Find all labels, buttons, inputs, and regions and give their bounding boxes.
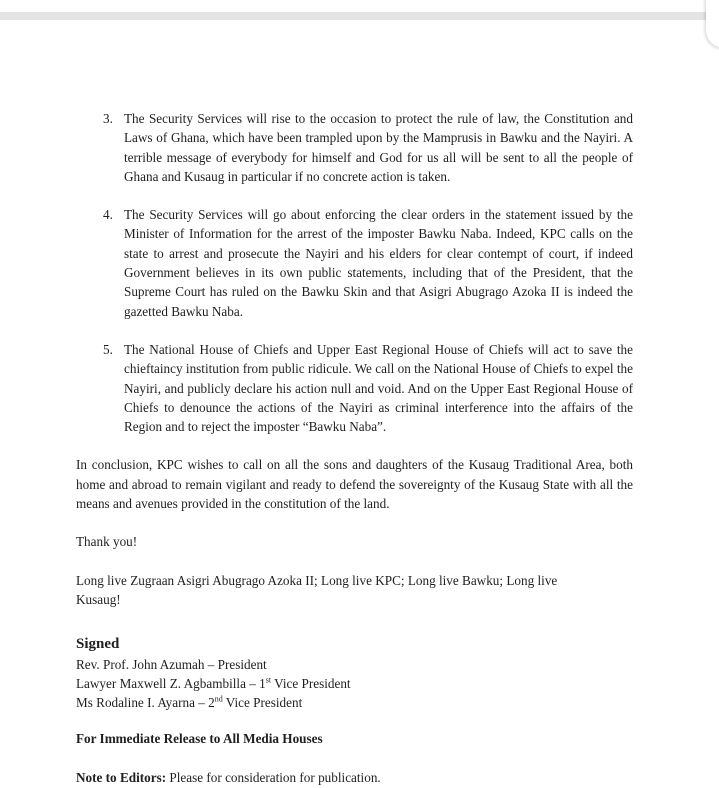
signatory-name: Ms Rodaline I. Ayarna – [76,695,209,711]
signed-heading: Signed [76,636,120,653]
list-item-number: 3. [103,111,113,126]
list-item-text: The National House of Chiefs and Upper East Regional House of Chiefs will act to save the chieftaincy institution from public ridicule. We call on the National House of Chiefs to expel the Nayiri, and publicly declare his action null and void. And on the Upper East Regional House of Chiefs to denounce the actions of the Nayiri as criminal interference into the affairs of the Region and to reject the imposter “Bawku Naba”. [124,341,633,435]
viewer-top-bar [0,12,719,20]
list-item [76,340,633,436]
list-item-number: 5. [103,341,113,357]
conclusion-paragraph: In conclusion, KPC wishes to call on all the sons and daughters of the Kusaug Traditional Area, both home and abroad to remain vigilant and ready to defend the sovereignty of the Kusaug State with all the means and avenues provided in the constitution of the land. [76,457,633,512]
signatory-ordinal: 2 [208,695,215,711]
signatory-line [76,674,633,693]
list-item [76,109,633,186]
signatory-ordinal: 1 [259,676,266,692]
signatory-name: Lawyer Maxwell Z. Agbambilla – [76,676,260,692]
note-text: Please for consideration for publication. [166,769,381,785]
signatory-ordinal-suffix: st [265,675,272,685]
signatory-role: Vice President [271,676,351,692]
signatory-ordinal-suffix: nd [214,694,223,704]
signatory-line [76,655,633,674]
signatory-name: Rev. Prof. John Azumah – President [76,657,267,673]
floating-panel-corner[interactable] [706,0,719,48]
signatory-line [76,693,633,712]
document-page [76,109,633,787]
demands-list [76,109,633,436]
list-item-text: The Security Services will go about enforcing the clear orders in the statement issued by the Minister of Information for the arrest of the imposter Bawku Naba. Indeed, KPC calls on the state to arrest and prosecute the Nayiri and his elders for clear contempt of court, if indeed Government believes in its own public statements, including that of the President, that the Supreme Court has ruled on the Bawku Skin and that Asigri Abugrago Azoka II is indeed the gazetted Bawku Naba. [124,207,633,319]
note-to-editors [76,768,633,787]
list-item-number: 4. [103,207,113,223]
list-item [76,205,633,321]
thanks-paragraph: Thank you! [76,534,138,550]
long-live-paragraph: Long live Zugraan Asigri Abugrago Azoka II; Long live KPC; Long live Bawku; Long live Kusaug! [76,572,558,607]
signatory-role: Vice President [222,695,303,711]
note-label: Note to Editors: [76,769,167,785]
list-item-text: The Security Services will rise to the occasion to protect the rule of law, the Constitution and Laws of Ghana, which have been trampled upon by the Mamprusis in Bawku and the Nayiri. A terrible message of everybody for himself and God for us all will be sent to all the people of Ghana and Kusaug in particular if no concrete action is taken. [124,111,633,184]
release-line: For Immediate Release to All Media Houses [76,731,323,747]
